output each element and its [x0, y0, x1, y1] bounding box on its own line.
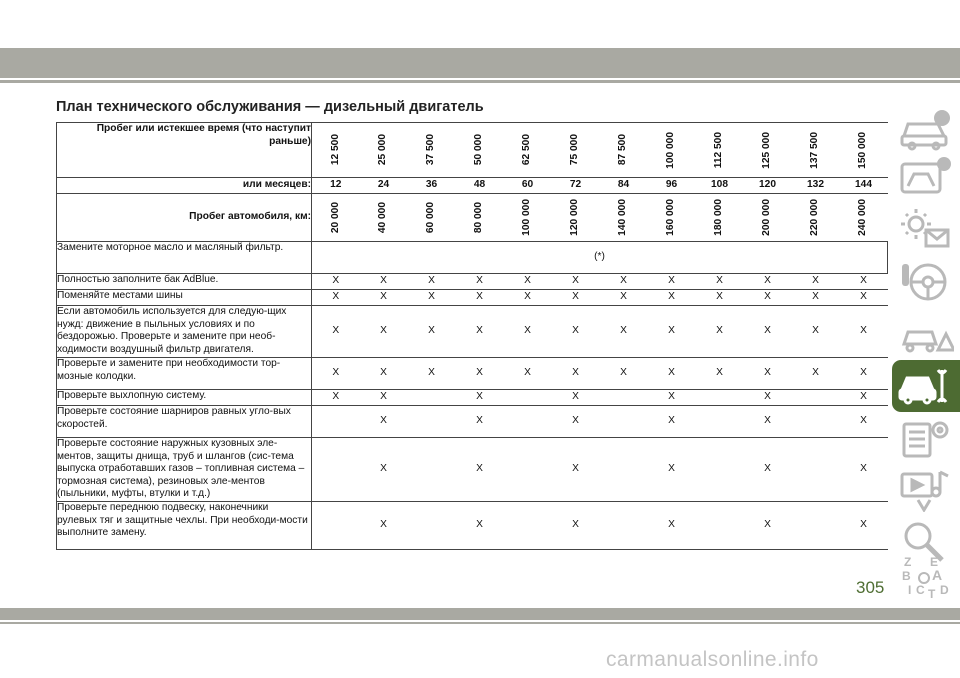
service-mark — [792, 390, 840, 406]
service-mark: X — [696, 290, 744, 306]
service-mark: X — [744, 306, 792, 358]
mileage-value: 50 000 — [473, 134, 485, 166]
service-mark: X — [456, 438, 504, 502]
service-mark — [696, 406, 744, 438]
km-value: 200 000 — [761, 199, 773, 236]
km-wrap — [696, 199, 744, 236]
service-mark: X — [840, 274, 888, 290]
km-value: 160 000 — [665, 199, 677, 236]
tab-specs[interactable] — [892, 412, 960, 467]
table-row — [57, 242, 888, 274]
mileage-wrap — [552, 134, 600, 165]
service-mark: X — [360, 390, 408, 406]
car-info-icon — [898, 106, 954, 152]
service-mark: X — [840, 406, 888, 438]
service-mark — [792, 502, 840, 550]
service-mark — [504, 502, 552, 550]
km-wrap — [792, 199, 840, 236]
km-cell — [744, 194, 792, 242]
service-mark: X — [360, 274, 408, 290]
mileage-wrap — [504, 134, 552, 165]
table-row — [57, 502, 888, 550]
warning-lights-icon — [898, 206, 954, 252]
km-cell — [648, 194, 696, 242]
months-value: 12 — [312, 178, 360, 194]
safety-steering-icon — [898, 258, 954, 304]
top-gray-band — [0, 48, 960, 78]
service-mark: X — [360, 306, 408, 358]
km-cell — [552, 194, 600, 242]
km-cell — [600, 194, 648, 242]
service-mark: X — [312, 290, 360, 306]
service-mark: X — [648, 502, 696, 550]
task-text: Замените моторное масло и масляный фильтр. — [57, 242, 312, 274]
mileage-cell — [792, 123, 840, 178]
table-row — [57, 406, 888, 438]
months-value: 60 — [504, 178, 552, 194]
tab-car-info[interactable] — [892, 102, 960, 157]
mileage-value: 62 500 — [521, 134, 533, 166]
service-mark: X — [648, 438, 696, 502]
table-row — [57, 438, 888, 502]
service-mark: X — [552, 406, 600, 438]
months-value: 24 — [360, 178, 408, 194]
service-mark: X — [792, 358, 840, 390]
bottom-gray-line — [0, 622, 960, 624]
service-mark: X — [552, 502, 600, 550]
service-mark: X — [312, 274, 360, 290]
service-mark: X — [360, 438, 408, 502]
km-value: 80 000 — [473, 201, 485, 234]
service-mark — [600, 502, 648, 550]
service-mark: X — [600, 290, 648, 306]
task-text: Проверьте выхлопную систему. — [57, 390, 312, 406]
table-row — [57, 390, 888, 406]
km-wrap — [360, 202, 408, 233]
tab-roadside[interactable] — [892, 306, 960, 361]
service-mark — [312, 502, 360, 550]
tab-warning-lights[interactable] — [892, 202, 960, 257]
mileage-cell — [600, 123, 648, 178]
mileage-value: 112 500 — [713, 131, 725, 169]
mileage-value: 12 500 — [329, 134, 341, 166]
maintenance-table — [56, 122, 888, 550]
service-mark: X — [648, 274, 696, 290]
task-text: Проверьте переднюю подвеску, наконечники рулевых тяг и защитные чехлы. При необходи-мости выполните замену. — [57, 502, 312, 550]
service-mark: X — [312, 358, 360, 390]
service-mark: X — [360, 358, 408, 390]
service-mark: X — [456, 358, 504, 390]
watermark: carmanualsonline.info — [606, 648, 819, 671]
table-row — [57, 274, 888, 290]
service-mark: X — [600, 306, 648, 358]
service-mark: X — [552, 358, 600, 390]
km-value: 40 000 — [377, 201, 389, 234]
service-mark: X — [840, 358, 888, 390]
service-mark: X — [600, 358, 648, 390]
svg-text:Z: Z — [904, 555, 912, 569]
mileage-wrap — [744, 132, 792, 169]
service-mark: X — [456, 406, 504, 438]
service-mark: X — [744, 406, 792, 438]
service-mark — [600, 390, 648, 406]
service-mark: X — [840, 390, 888, 406]
table-row — [57, 306, 888, 358]
task-text: Полностью заполните бак AdBlue. — [57, 274, 312, 290]
mileage-cell — [504, 123, 552, 178]
service-mark: X — [360, 406, 408, 438]
months-value: 48 — [456, 178, 504, 194]
months-value: 84 — [600, 178, 648, 194]
bottom-gray-band — [0, 608, 960, 620]
km-wrap — [504, 199, 552, 236]
tab-dashboard[interactable] — [892, 152, 960, 207]
km-wrap — [408, 202, 456, 233]
mileage-value: 75 000 — [569, 134, 581, 166]
service-mark: X — [456, 502, 504, 550]
svg-text:T: T — [928, 587, 936, 600]
service-mark: X — [360, 502, 408, 550]
km-value: 220 000 — [809, 199, 821, 236]
service-mark: X — [504, 306, 552, 358]
service-mark: X — [456, 274, 504, 290]
km-value: 20 000 — [329, 201, 341, 234]
km-value: 240 000 — [857, 199, 869, 236]
km-wrap — [600, 199, 648, 236]
service-mark: X — [456, 390, 504, 406]
km-wrap — [312, 202, 360, 233]
service-mark — [792, 438, 840, 502]
svg-text:I: I — [908, 583, 912, 597]
mileage-wrap — [792, 132, 840, 169]
mileage-wrap — [360, 134, 408, 165]
months-value: 72 — [552, 178, 600, 194]
tab-service[interactable] — [892, 360, 960, 412]
mileage-value: 125 000 — [761, 131, 773, 169]
service-mark: X — [840, 306, 888, 358]
km-value: 180 000 — [713, 199, 725, 236]
service-mark: X — [456, 306, 504, 358]
service-mark: X — [312, 306, 360, 358]
service-mark: X — [744, 274, 792, 290]
mileage-value: 25 000 — [377, 134, 389, 166]
mileage-cell — [456, 123, 504, 178]
task-text: Проверьте состояние наружных кузовных эле-ментов, защиты днища, труб и шлангов (сис-тема выпуска отработавших газов – топливная система – тормозная система), резиновых эле-ментов (пыльники, муфты, втулки и т.д.) — [57, 438, 312, 502]
service-mark: X — [744, 390, 792, 406]
km-wrap — [552, 199, 600, 236]
service-mark — [696, 390, 744, 406]
months-value: 132 — [792, 178, 840, 194]
months-value: 144 — [840, 178, 888, 194]
svg-text:C: C — [916, 583, 925, 597]
km-header-label: Пробег автомобиля, км: — [57, 194, 312, 242]
service-mark: X — [840, 438, 888, 502]
mileage-wrap — [696, 132, 744, 168]
service-mark: X — [744, 358, 792, 390]
km-value: 120 000 — [569, 199, 581, 236]
service-mark: X — [792, 306, 840, 358]
service-mark — [504, 438, 552, 502]
service-mark: X — [600, 274, 648, 290]
mileage-value: 150 000 — [857, 131, 869, 169]
service-mark: X — [312, 390, 360, 406]
km-cell — [408, 194, 456, 242]
service-mark: X — [744, 438, 792, 502]
service-mark — [504, 406, 552, 438]
mileage-cell — [840, 123, 888, 178]
car-service-icon — [898, 364, 954, 408]
service-mark: X — [360, 290, 408, 306]
service-mark: X — [744, 290, 792, 306]
mileage-wrap — [840, 132, 888, 169]
mileage-value: 100 000 — [665, 131, 677, 169]
service-mark — [504, 390, 552, 406]
header-row-mileage — [57, 123, 888, 178]
service-mark: X — [696, 274, 744, 290]
km-value: 60 000 — [425, 201, 437, 234]
km-wrap — [456, 202, 504, 233]
service-mark: X — [408, 274, 456, 290]
service-mark: X — [552, 390, 600, 406]
service-mark — [408, 502, 456, 550]
header-row-km — [57, 194, 888, 242]
service-mark — [408, 390, 456, 406]
months-value: 120 — [744, 178, 792, 194]
months-value: 36 — [408, 178, 456, 194]
chapter-sidebar — [892, 102, 960, 600]
mileage-header-label: Пробег или истекшее время (что наступит раньше) — [57, 123, 312, 178]
km-wrap — [840, 199, 888, 236]
service-mark: X — [504, 358, 552, 390]
page-title: План технического обслуживания — дизельный двигатель — [56, 99, 484, 115]
km-cell — [840, 194, 888, 242]
km-value: 140 000 — [617, 199, 629, 236]
mileage-cell — [648, 123, 696, 178]
months-value: 108 — [696, 178, 744, 194]
service-mark: X — [408, 306, 456, 358]
service-mark: X — [408, 290, 456, 306]
service-mark: X — [840, 290, 888, 306]
task-text: Проверьте и замените при необходимости тор-мозные колодки. — [57, 358, 312, 390]
table-row — [57, 290, 888, 306]
months-header-label: или месяцев: — [57, 178, 312, 194]
tab-index[interactable] — [892, 548, 960, 603]
service-mark: X — [696, 358, 744, 390]
service-mark — [408, 438, 456, 502]
mileage-wrap — [456, 134, 504, 165]
multimedia-icon — [898, 466, 954, 512]
svg-text:B: B — [902, 569, 911, 583]
interval-note: (*) — [312, 242, 888, 274]
km-cell — [504, 194, 552, 242]
service-mark — [312, 406, 360, 438]
service-mark: X — [648, 306, 696, 358]
km-cell — [696, 194, 744, 242]
km-cell — [312, 194, 360, 242]
km-cell — [456, 194, 504, 242]
service-mark: X — [408, 358, 456, 390]
km-wrap — [648, 199, 696, 236]
mileage-cell — [552, 123, 600, 178]
mileage-cell — [408, 123, 456, 178]
service-mark — [312, 438, 360, 502]
km-value: 100 000 — [521, 199, 533, 236]
header-row-months — [57, 178, 888, 194]
km-wrap — [744, 199, 792, 236]
mileage-value: 37 500 — [425, 134, 437, 166]
service-mark: X — [792, 274, 840, 290]
months-value: 96 — [648, 178, 696, 194]
table-row — [57, 358, 888, 390]
service-mark: X — [648, 390, 696, 406]
service-mark: X — [552, 274, 600, 290]
service-mark: X — [552, 438, 600, 502]
tab-safety[interactable] — [892, 254, 960, 309]
service-mark — [600, 406, 648, 438]
task-text: Если автомобиль используется для следую-щих нужд: движение в пыльных условиях и по бездорожью. Проверьте и замените при необ-ходимости воздушный фильтр двигателя. — [57, 306, 312, 358]
km-cell — [792, 194, 840, 242]
service-mark — [600, 438, 648, 502]
service-mark: X — [792, 290, 840, 306]
settings-specs-icon — [898, 416, 954, 462]
service-mark — [696, 438, 744, 502]
mileage-value: 137 500 — [809, 131, 821, 169]
mileage-value: 87 500 — [617, 134, 629, 166]
service-mark: X — [552, 306, 600, 358]
tab-multimedia[interactable] — [892, 462, 960, 517]
mileage-cell — [696, 123, 744, 178]
mileage-wrap — [648, 132, 696, 169]
service-mark: X — [648, 358, 696, 390]
alphabetical-index-icon — [898, 552, 954, 600]
task-text: Проверьте состояние шарниров равных угло-вых скоростей. — [57, 406, 312, 438]
service-mark: X — [648, 406, 696, 438]
mileage-cell — [360, 123, 408, 178]
service-mark: X — [696, 306, 744, 358]
task-text: Поменяйте местами шины — [57, 290, 312, 306]
service-mark — [792, 406, 840, 438]
mileage-wrap — [600, 134, 648, 165]
service-mark: X — [840, 502, 888, 550]
svg-text:D: D — [940, 583, 949, 597]
mileage-wrap — [408, 134, 456, 165]
service-mark: X — [504, 290, 552, 306]
dashboard-warning-icon — [898, 156, 954, 202]
service-mark — [408, 406, 456, 438]
mileage-cell — [744, 123, 792, 178]
service-mark: X — [648, 290, 696, 306]
service-mark: X — [504, 274, 552, 290]
service-mark: X — [744, 502, 792, 550]
top-gray-line — [0, 80, 960, 83]
mileage-wrap — [312, 134, 360, 165]
km-cell — [360, 194, 408, 242]
svg-text:A: A — [932, 567, 943, 583]
service-mark: X — [456, 290, 504, 306]
service-mark — [696, 502, 744, 550]
service-mark: X — [552, 290, 600, 306]
mileage-cell — [312, 123, 360, 178]
page-number: 305 — [856, 578, 885, 597]
svg-text:E: E — [930, 555, 939, 569]
roadside-triangle-icon — [898, 310, 954, 356]
